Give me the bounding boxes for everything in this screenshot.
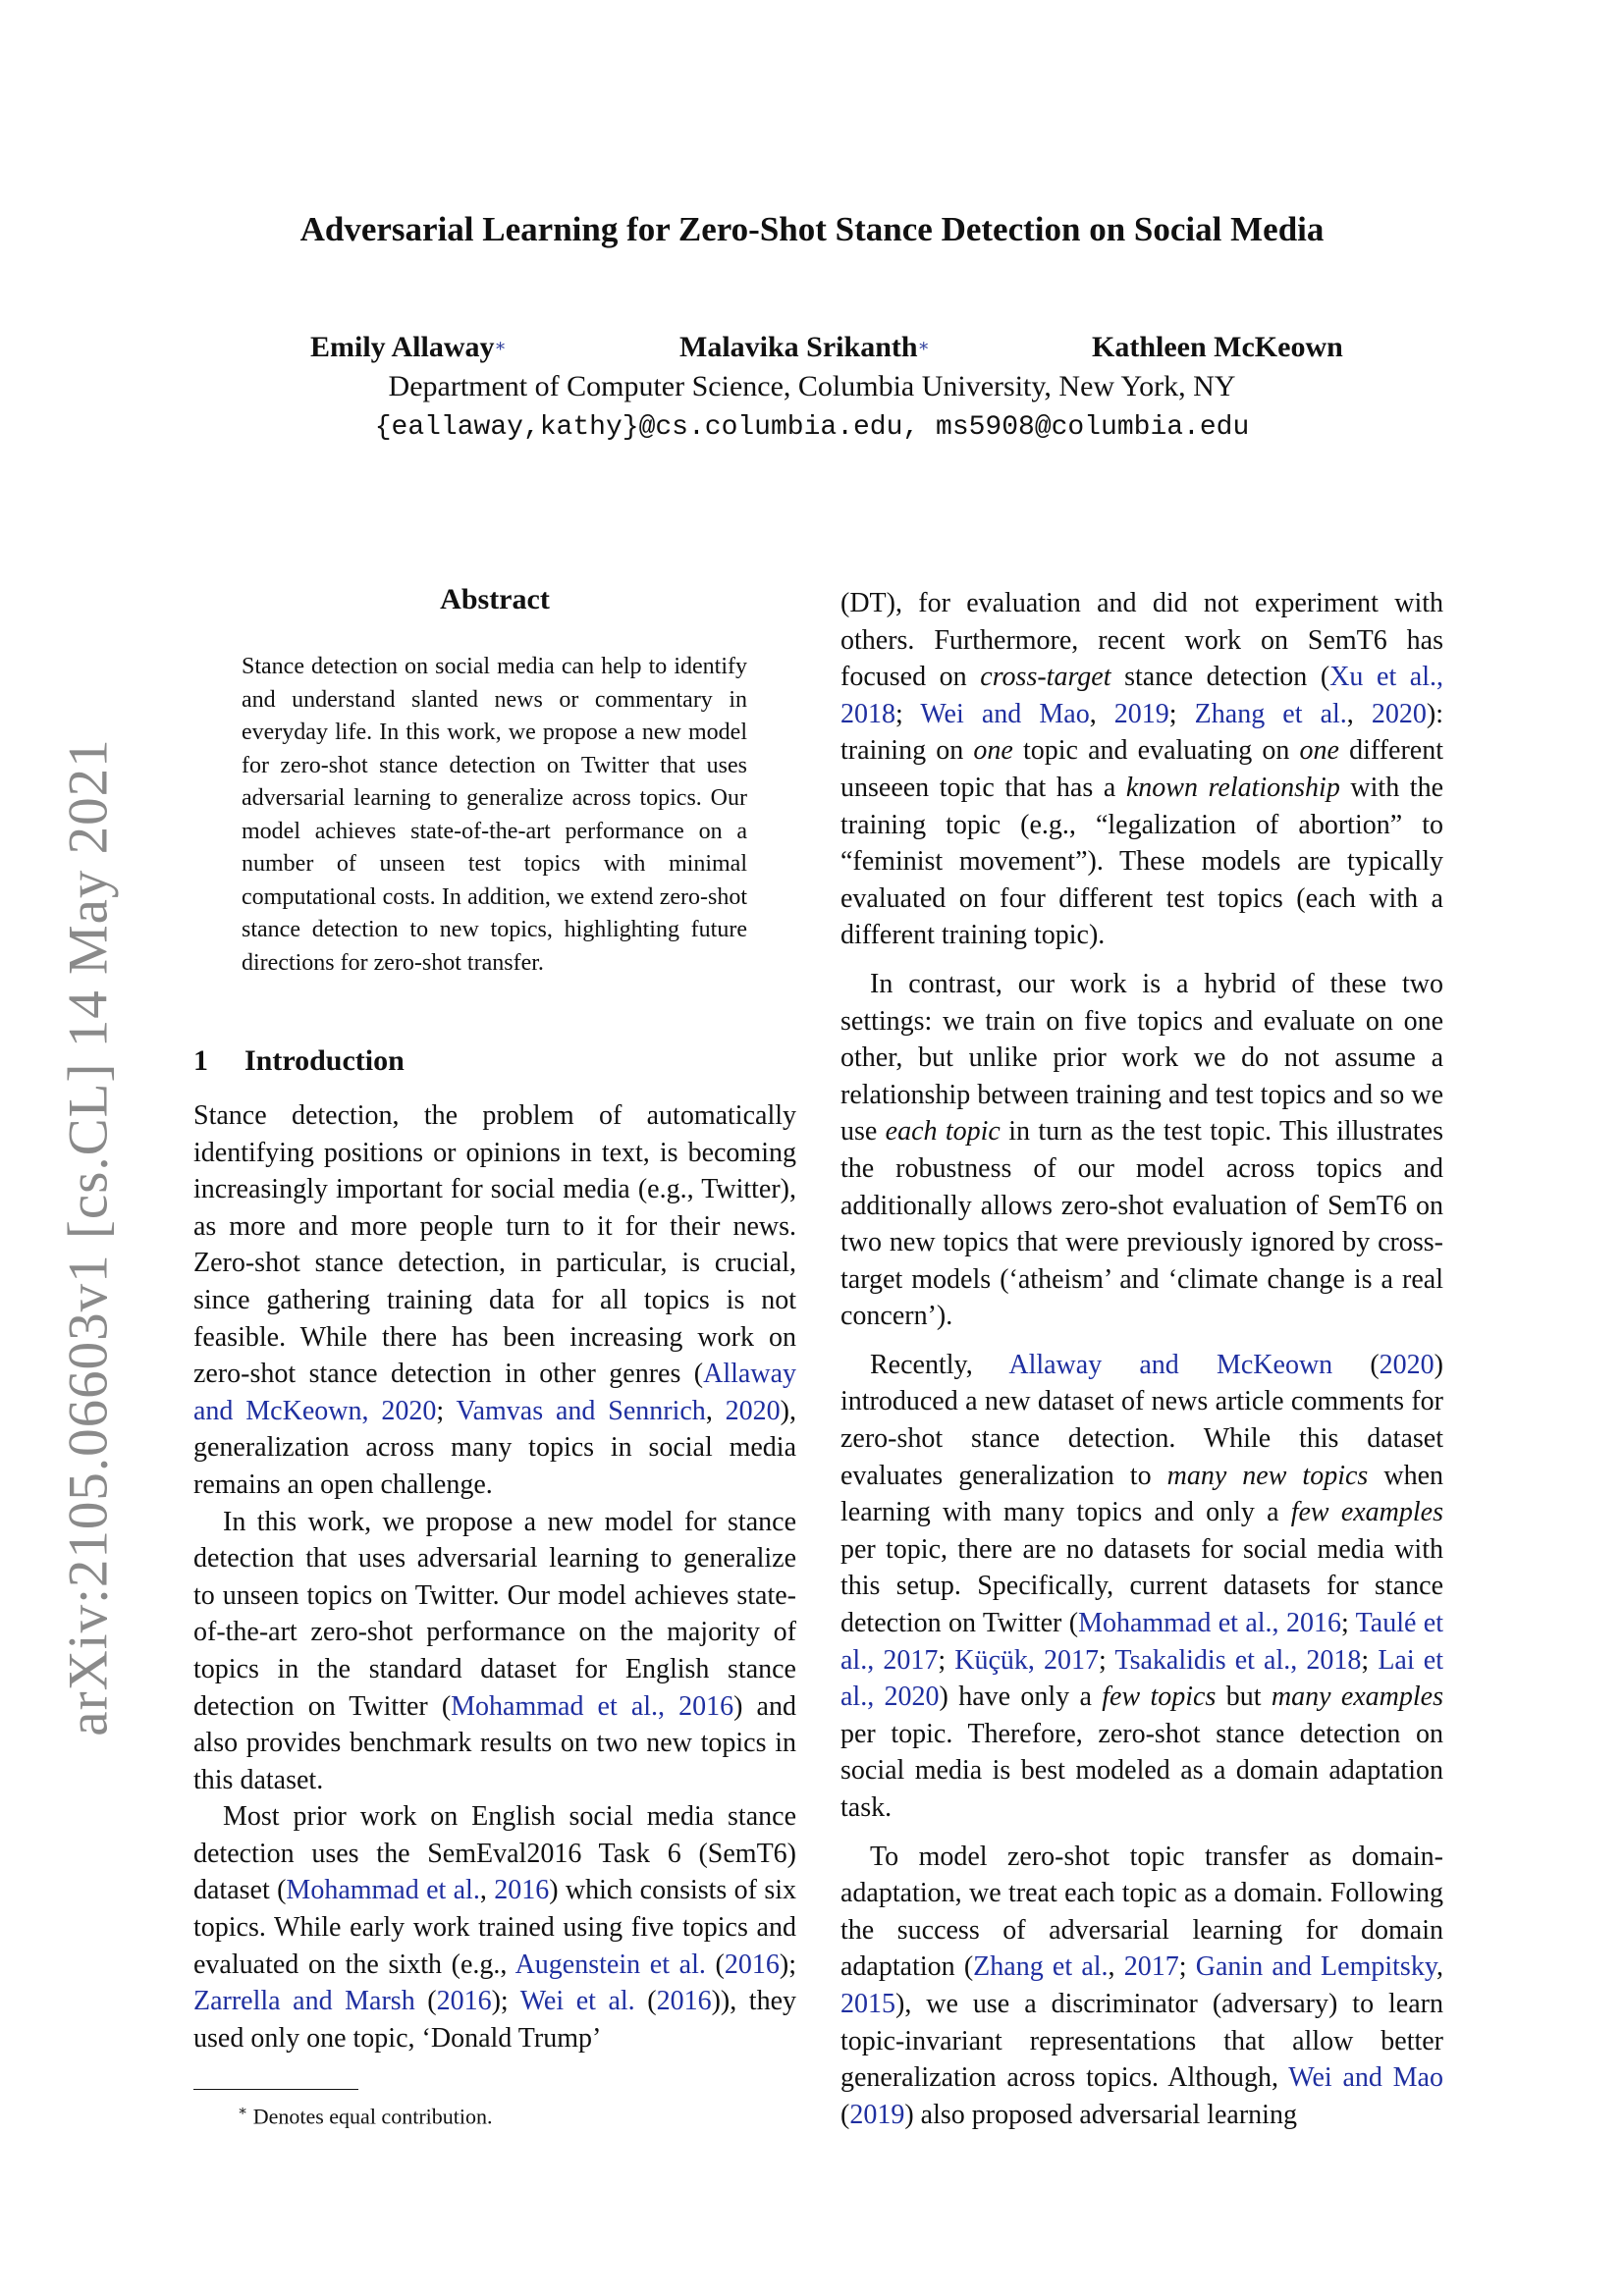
author-3 bbox=[1092, 329, 1343, 366]
citation-link[interactable]: Vamvas and Sennrich bbox=[456, 1395, 706, 1426]
citation-link[interactable]: Mohammad et al., 2016 bbox=[1078, 1608, 1341, 1639]
citation-link[interactable]: Zhang et al. bbox=[1194, 698, 1347, 729]
citation-link[interactable]: 2016 bbox=[724, 1949, 780, 1980]
author-emails: {eallaway,kathy}@cs.columbia.edu, ms5908@columbia.edu bbox=[374, 412, 1250, 443]
footnote-mark: ∗ bbox=[238, 2104, 248, 2119]
paragraph: To model zero-shot topic transfer as domain-adaptation, we treat each topic as a domain. Following the success of adversarial learning for domain adaptation (Zhang et al., 2017; Ganin and Lempitsky, 2015), we use a discriminator (adversary) to learn topic-invariant representations that allow better generalization across topics. Although, Wei and Mao (2019) also proposed adversarial learning bbox=[840, 1841, 1443, 2130]
section-number: 1 bbox=[193, 1044, 208, 1077]
paper-title: Adversarial Learning for Zero-Shot Stance Detection on Social Media bbox=[299, 210, 1325, 248]
left-column bbox=[193, 1097, 796, 2056]
footnote bbox=[238, 2097, 492, 2131]
paragraph: Most prior work on English social media stance detection uses the SemEval2016 Task 6 (SemT6) dataset (Mohammad et al., 2016) which consists of six topics. While early work trained using five topics and evaluated on the sixth (e.g., Augenstein et al. (2016); Zarrella and Marsh (2016); Wei et al. (2016)), they used only one topic, ‘Donald Trump’ bbox=[193, 1801, 797, 2054]
abstract bbox=[242, 651, 747, 980]
author-2 bbox=[679, 329, 930, 366]
citation-link[interactable]: Zarrella and Marsh bbox=[193, 1986, 415, 2017]
paragraph: (DT), for evaluation and did not experiment with others. Furthermore, recent work on SemT6 has focused on cross-target stance detection (Xu et al., 2018; Wei and Mao, 2019; Zhang et al., 2020): training on one topic and evaluating on one different unseeen topic that has a known relationship with the training topic (e.g., “legalization of abortion” to “feminist movement”). These models are typically evaluated on four different test topics (each with a different training topic). bbox=[840, 588, 1444, 951]
citation-link[interactable]: Ganin and Lempitsky bbox=[1195, 1951, 1436, 1983]
citation-link[interactable]: Tsakalidis et al., 2018 bbox=[1114, 1644, 1362, 1676]
paragraph: In this work, we propose a new model for stance detection that uses adversarial learning to generalize to unseen topics on Twitter. Our model achieves state-of-the-art zero-shot performance on the majority of topics in the standard dataset for English stance detection on Twitter (Mohammad et al., 2016) and also provides benchmark results on two new topics in this dataset. bbox=[193, 1506, 796, 1795]
paragraph: Stance detection, the problem of automatically identifying positions or opinions in text, is becoming increasingly important for social media (e.g., Twitter), as more and more people turn to it for their news. Zero-shot stance detection, in particular, is crucial, since gathering training data for all topics is not feasible. While there has been increasing work on zero-shot stance detection in other genres (Allaway and McKeown, 2020; Vamvas and Sennrich, 2020), generalization across many topics in social media remains an open challenge. bbox=[193, 1100, 796, 1500]
section-heading bbox=[193, 1042, 405, 1080]
citation-link[interactable]: Wei and Mao bbox=[920, 698, 1090, 729]
citation-link[interactable]: 2017 bbox=[1123, 1951, 1179, 1983]
citation-link[interactable]: Augenstein et al. bbox=[514, 1949, 706, 1980]
citation-link[interactable]: 2016 bbox=[436, 1986, 492, 2017]
author-name: Kathleen McKeown bbox=[1092, 331, 1343, 363]
equal-contribution-mark: ∗ bbox=[494, 336, 507, 355]
abstract-text: Stance detection on social media can help to identify and understand slanted news or commentary in everyday life. In this work, we propose a new model for zero-shot stance detection on Twitter that uses adversarial learning to generalize across topics. Our model achieves state-of-the-art performance on a number of unseen test topics with minimal computational costs. In addition, we extend zero-shot stance detection to new topics, highlighting future directions for zero-shot transfer. bbox=[242, 654, 747, 976]
paragraph: Recently, Allaway and McKeown (2020) introduced a new dataset of news article comments for zero-shot stance detection. While this dataset evaluates generalization to many new topics when learning with many topics and only a few examples per topic, there are no datasets for social media with this setup. Specifically, current datasets for stance detection on Twitter (Mohammad et al., 2016; Taulé et al., 2017; Küçük, 2017; Tsakalidis et al., 2018; Lai et al., 2020) have only a few topics but many examples per topic. Therefore, zero-shot stance detection on social media is best modeled as a domain adaptation task. bbox=[840, 1349, 1444, 1823]
citation-link[interactable]: 2020 bbox=[1371, 698, 1427, 729]
arxiv-identifier: arXiv:2105.06603v1 [cs.CL] 14 May 2021 bbox=[57, 737, 120, 1736]
equal-contribution-mark: ∗ bbox=[917, 336, 930, 355]
paragraph: In contrast, our work is a hybrid of these two settings: we train on five topics and evaluate on one other, but unlike prior work we do not assume a relationship between training and test topics and so we use each topic in turn as the test topic. This illustrates the robustness of our model across topics and additionally allows zero-shot evaluation of SemT6 on two new topics that were previously ignored by cross-target models (‘atheism’ and ‘climate change is a real concern’). bbox=[840, 968, 1443, 1332]
citation-link[interactable]: Küçük, 2017 bbox=[954, 1644, 1100, 1676]
citation-link[interactable]: Allaway and McKeown bbox=[1008, 1349, 1333, 1380]
footnote-text: Denotes equal contribution. bbox=[247, 2104, 493, 2129]
citation-link[interactable]: Zhang et al. bbox=[973, 1951, 1109, 1983]
citation-link[interactable]: Wei and Mao bbox=[1288, 2062, 1443, 2094]
abstract-heading: Abstract bbox=[440, 583, 550, 615]
footnote-rule bbox=[193, 2089, 358, 2090]
citation-link[interactable]: 2015 bbox=[840, 1988, 895, 2019]
citation-link[interactable]: 2016 bbox=[494, 1875, 550, 1906]
citation-link[interactable]: 2020 bbox=[1379, 1349, 1435, 1380]
citation-link[interactable]: Wei et al. bbox=[519, 1986, 635, 2017]
author-name: Emily Allaway bbox=[310, 331, 495, 363]
right-column bbox=[840, 585, 1443, 2133]
citation-link[interactable]: Taulé et al., 2017 bbox=[840, 1608, 1443, 1676]
affiliation: Department of Computer Science, Columbia University, New York, NY bbox=[388, 370, 1236, 402]
citation-link[interactable]: Lai et al., 2020 bbox=[840, 1644, 1443, 1713]
citation-link[interactable]: 2016 bbox=[656, 1986, 712, 2017]
citation-link[interactable]: Mohammad et al., 2016 bbox=[451, 1690, 734, 1722]
citation-link[interactable]: 2019 bbox=[1113, 698, 1169, 729]
citation-link[interactable]: Mohammad et al. bbox=[286, 1875, 480, 1906]
citation-link[interactable]: Allaway and McKeown, 2020 bbox=[193, 1359, 796, 1426]
arxiv-stamp bbox=[29, 687, 147, 1787]
citation-link[interactable]: 2020 bbox=[725, 1395, 781, 1426]
section-title: Introduction bbox=[244, 1044, 405, 1077]
author-1 bbox=[310, 329, 507, 366]
author-name: Malavika Srikanth bbox=[679, 331, 918, 363]
citation-link[interactable]: Xu et al., 2018 bbox=[840, 662, 1444, 729]
citation-link[interactable]: 2019 bbox=[849, 2099, 905, 2130]
